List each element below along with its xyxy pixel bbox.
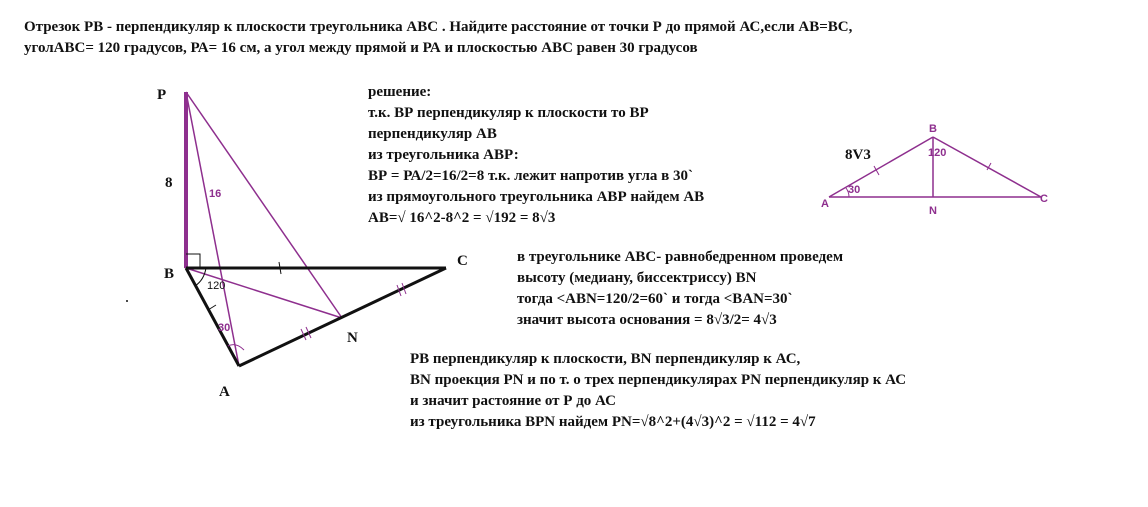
stray-dot xyxy=(126,300,128,302)
label-n-small: N xyxy=(929,205,937,217)
solution-line: высоту (медиану, биссектриссу) ВN xyxy=(517,270,757,286)
label-b-small: B xyxy=(929,123,937,135)
solution-line: ВN проекция РN и по т. о трех перпендикулярах РN перпендикуляр к АС xyxy=(410,372,907,388)
right-angle-marker xyxy=(186,254,200,268)
solution-line: в треугольнике АВС- равнобедренном проведем xyxy=(517,249,844,265)
label-a: A xyxy=(219,384,230,400)
angle-label-b: 120 xyxy=(207,280,226,292)
solution-line: решение: xyxy=(368,84,432,100)
solution-line: ВР = РА/2=16/2=8 т.к. лежит напротив угла в 30` xyxy=(368,168,693,184)
label-c-small: C xyxy=(1040,193,1048,205)
tick-mark xyxy=(208,305,216,310)
solution-line: РВ перпендикуляр к плоскости, ВN перпендикуляр к АС, xyxy=(410,351,801,367)
problem-line-1: Отрезок РВ - перпендикуляр к плоскости треугольника АВС . Найдите расстояние от точки Р до прямой АС,если АВ=ВС, xyxy=(24,19,853,35)
segment-bc-small xyxy=(933,137,1041,197)
small-diagram xyxy=(821,123,1048,217)
angle-label-a: 30 xyxy=(218,322,231,334)
label-n: N xyxy=(347,330,358,346)
label-p: P xyxy=(157,87,167,103)
solution-line: АВ=√ 16^2-8^2 = √192 = 8√3 xyxy=(368,210,556,226)
length-pb: 8 xyxy=(165,175,173,191)
solution-line: перпендикуляр АВ xyxy=(368,126,497,142)
segment-ab-small xyxy=(829,137,933,197)
solution-line: т.к. ВР перпендикуляр к плоскости то ВР xyxy=(368,105,649,121)
solution-line: значит высота основания = 8√3/2= 4√3 xyxy=(517,312,777,328)
length-pa: 16 xyxy=(209,188,222,200)
solution-line: из треугольника АВР: xyxy=(368,147,519,163)
angle-label-a-small: 30 xyxy=(848,184,861,196)
segment-ac xyxy=(239,268,446,366)
solution-line: тогда <ABN=120/2=60` и тогда <BAN=30` xyxy=(517,291,793,307)
solution-line: из прямоугольного треугольника АВР найдем АВ xyxy=(368,189,705,205)
label-a-small: A xyxy=(821,198,829,210)
solution-line: и значит растояние от Р до АС xyxy=(410,393,616,409)
label-b: B xyxy=(164,266,175,282)
solution-line: из треугольника ВРN найдем РN=√8^2+(4√3)^2 = √112 = 4√7 xyxy=(410,414,816,430)
label-c: C xyxy=(457,253,468,269)
main-diagram xyxy=(157,87,468,400)
length-ab-small: 8V3 xyxy=(845,147,871,163)
segment-pa xyxy=(186,92,239,366)
problem-line-2: уголАВС= 120 градусов, РА= 16 см, а угол между прямой и РА и плоскостью АВС равен 30 градусов xyxy=(24,40,698,56)
angle-label-b-small: 120 xyxy=(928,147,947,159)
